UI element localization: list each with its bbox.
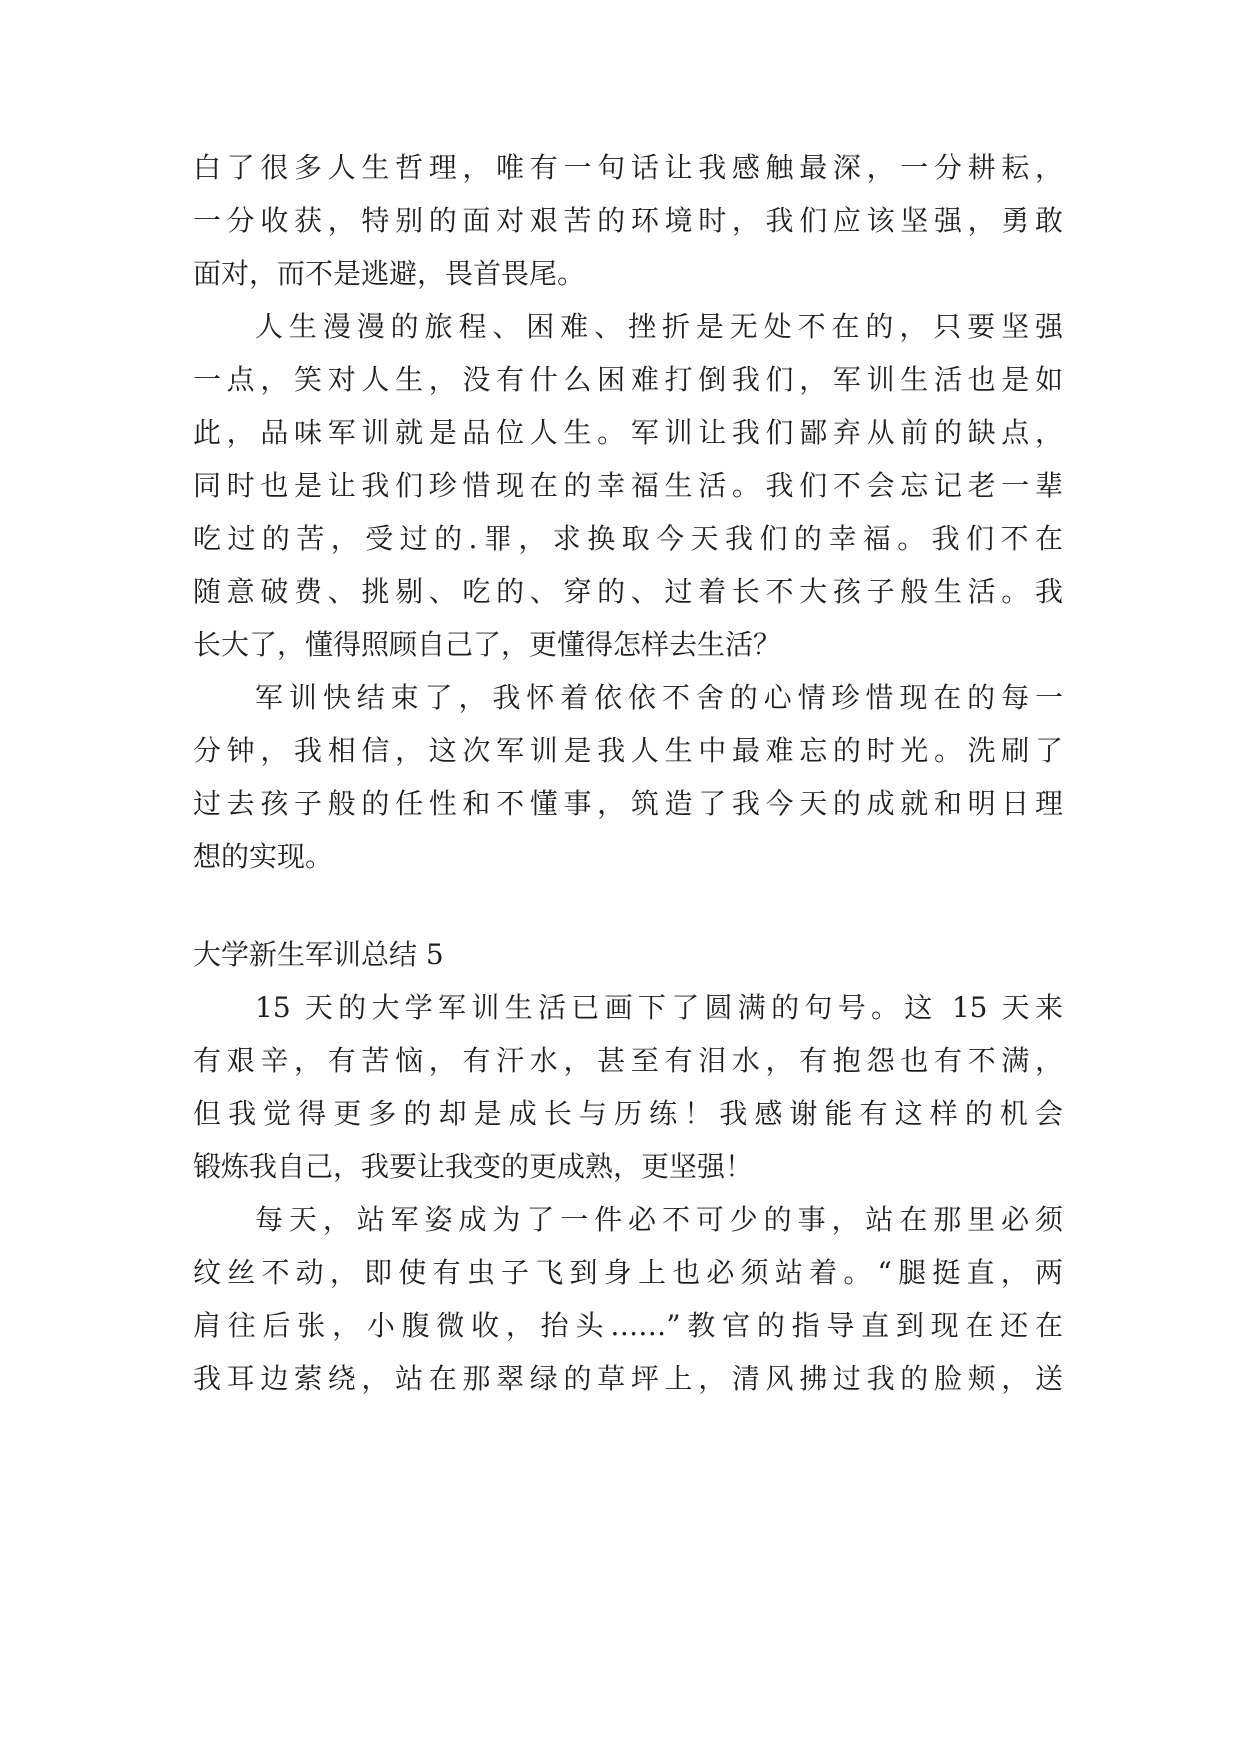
paragraph-line: 面对，而不是逃避，畏首畏尾。: [193, 257, 586, 290]
paragraph-line: 每天，站军姿成为了一件必不可少的事，站在那里必须: [255, 1203, 1063, 1236]
paragraph-line: 一点，笑对人生，没有什么困难打倒我们，军训生活也是如: [193, 363, 1063, 396]
paragraph-line: 一分收获，特别的面对艰苦的环境时，我们应该坚强，勇敢: [193, 204, 1063, 237]
paragraph-line: 白了很多人生哲理，唯有一句话让我感触最深，一分耕耘，: [193, 151, 1063, 184]
paragraph-line: 想的实现。: [193, 840, 334, 873]
paragraph-line: 过去孩子般的任性和不懂事，筑造了我今天的成就和明日理: [193, 787, 1063, 820]
paragraph-line: 军训快结束了，我怀着依依不舍的心情珍惜现在的每一: [255, 681, 1063, 714]
paragraph-line: 分钟，我相信，这次军训是我人生中最难忘的时光。洗刷了: [193, 734, 1063, 767]
paragraph-line: 此，品味军训就是品位人生。军训让我们鄙弃从前的缺点，: [193, 416, 1063, 449]
paragraph-line: 但我觉得更多的却是成长与历练！我感谢能有这样的机会: [193, 1097, 1063, 1130]
paragraph-line: 随意破费、挑剔、吃的、穿的、过着长不大孩子般生活。我: [193, 575, 1063, 608]
paragraph-line: 纹丝不动，即使有虫子飞到身上也必须站着。“腿挺直，两: [193, 1256, 1063, 1289]
paragraph-line: 我耳边萦绕，站在那翠绿的草坪上，清风拂过我的脸颊，送: [193, 1362, 1063, 1395]
paragraph-line: 锻炼我自己，我要让我变的更成熟，更坚强！: [193, 1150, 754, 1183]
paragraph-line: 同时也是让我们珍惜现在的幸福生活。我们不会忘记老一辈: [193, 469, 1063, 502]
section-heading: 大学新生军训总结 5: [193, 938, 444, 971]
paragraph-line: 人生漫漫的旅程、困难、挫折是无处不在的，只要坚强: [255, 310, 1063, 343]
paragraph-line: 有艰辛，有苦恼，有汗水，甚至有泪水，有抱怨也有不满，: [193, 1044, 1063, 1077]
paragraph-line: 吃过的苦，受过的.罪，求换取今天我们的幸福。我们不在: [193, 522, 1063, 555]
paragraph-line: 15 天的大学军训生活已画下了圆满的句号。这 15 天来: [255, 991, 1063, 1024]
paragraph-line: 肩往后张，小腹微收，抬头……”教官的指导直到现在还在: [193, 1309, 1063, 1342]
paragraph-line: 长大了，懂得照顾自己了，更懂得怎样去生活？: [193, 628, 782, 661]
